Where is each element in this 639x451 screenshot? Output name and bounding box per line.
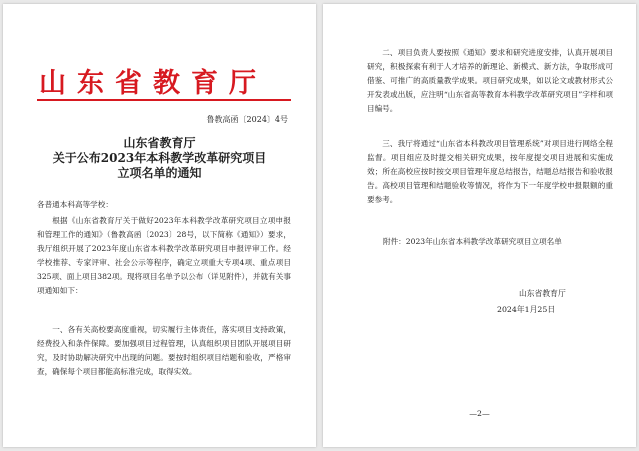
- document-page-left: [3, 4, 316, 447]
- title-line-2: 关于公布2023年本科教学改革研究项目: [52, 151, 267, 165]
- page-number: —2—: [469, 409, 490, 418]
- body-paragraph-4: 三、我厅将通过“山东省本科教改项目管理系统”对项目进行网络全程监督。项目组应及时提交相关研究成果，按年度提交项目进展和实施成效；所在高校应按时按交项目管理年度总结报告，结题总结报告和验收报告。高校项目管理和结题验收等情况，将作为下一年度学校申报限额的重要参考。: [367, 139, 613, 204]
- signature-organization: 山东省教育厅: [519, 289, 566, 298]
- masthead: 山东省教育厅: [39, 68, 267, 99]
- salutation: 各普通本科高等学校：: [37, 200, 113, 209]
- body-paragraph-1: 根据《山东省教育厅关于做好2023年本科教学改革研究项目立项申报和管理工作的通知》（鲁教高函〔2023〕28号，以下简称《通知》）要求，我厅组织开展了2023年度山东省本科教学改革研究项目申报评审工作。经学校推荐、专家评审、社会公示等程序，确定立项重大专项4项、重点项目325项、面上项目382项。现将项目名单予以公布（详见附件），并就有关事项通知如下：: [37, 216, 291, 295]
- document-number: 鲁教高函〔2024〕4号: [206, 115, 288, 124]
- body-paragraph-2: 一、各有关高校要高度重视，切实履行主体责任，落实项目支持政策，经费投入和条件保障。要加强项目过程管理，认真组织项目团队开展项目研究，及时协助解决研究中出现的问题。要按时组织项目结题和验收，严格审查，确保每个项目都能高标准完成，取得实效。: [37, 325, 291, 376]
- title-line-1: 山东省教育厅: [123, 136, 196, 150]
- attachment-line: 附件：2023年山东省本科教学改革研究项目立项名单: [383, 237, 562, 246]
- title-line-3: 立项名单的通知: [117, 166, 202, 180]
- body-paragraph-3: 二、项目负责人要按照《通知》要求和研究进度安排，认真开展项目研究，积极探索有利于人才培养的新理论、新模式、新方法，争取形成可借鉴、可推广的高质量教学成果。项目研究成果，如以论文或教材形式公开发表或出版，应注明“山东省高等教育本科教学改革研究项目”字样和项目编号。: [367, 48, 613, 113]
- red-divider-line: [37, 99, 291, 101]
- signature-date: 2024年1月25日: [497, 305, 556, 314]
- document-page-right: [323, 4, 636, 447]
